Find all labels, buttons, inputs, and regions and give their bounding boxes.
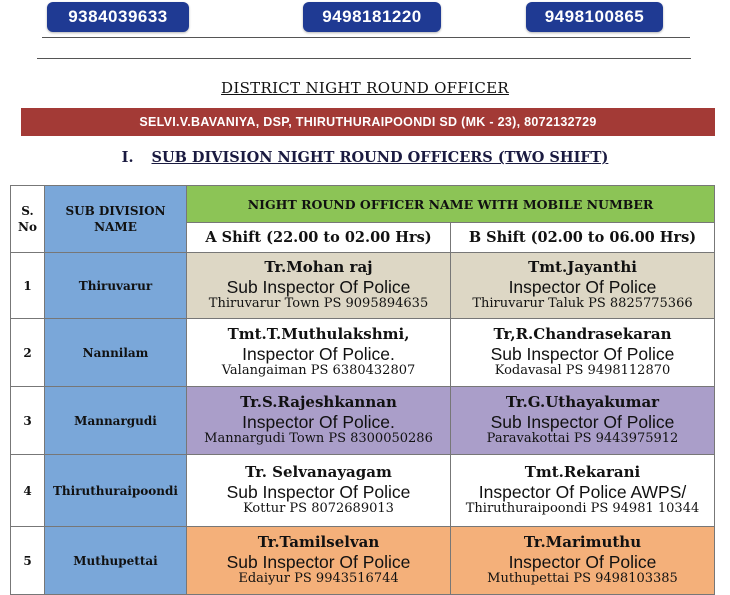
section-number: I. xyxy=(121,149,134,166)
officer-station: Paravakottai PS 9443975912 xyxy=(486,430,679,446)
phone-number-badge: 9498100865 xyxy=(526,2,663,32)
officer-rank: Inspector Of Police. xyxy=(242,411,395,432)
row-sno: 4 xyxy=(11,455,45,527)
officer-rank: Sub Inspector Of Police xyxy=(490,411,675,432)
shift-b-officer xyxy=(451,455,715,527)
section-title xyxy=(0,149,730,166)
row-sub-division: Thiruvarur xyxy=(45,253,187,319)
header-shift-b: B Shift (02.00 to 06.00 Hrs) xyxy=(451,223,715,253)
officer-rank: Inspector Of Police xyxy=(508,276,657,297)
row-sno: 2 xyxy=(11,319,45,387)
officer-rank: Sub Inspector Of Police xyxy=(226,481,411,502)
shift-a-officer xyxy=(187,253,451,319)
table-row xyxy=(11,253,715,319)
row-sub-division: Mannargudi xyxy=(45,387,187,455)
table-row xyxy=(11,319,715,387)
officer-name: Tr. Selvanayagam xyxy=(245,463,392,482)
officer-name: Tmt.Jayanthi xyxy=(528,258,637,277)
officer-rank: Sub Inspector Of Police xyxy=(226,551,411,572)
officer-rank: Inspector Of Police xyxy=(508,551,657,572)
shift-a-officer xyxy=(187,455,451,527)
officer-name: Tmt.Rekarani xyxy=(524,463,641,482)
night-round-table xyxy=(10,185,715,595)
officer-station: Edaiyur PS 9943516744 xyxy=(238,570,399,586)
shift-a-officer xyxy=(187,319,451,387)
row-sno: 3 xyxy=(11,387,45,455)
officer-rank: Inspector Of Police AWPS/ xyxy=(478,481,687,502)
header-night-round: NIGHT ROUND OFFICER NAME WITH MOBILE NUMBER xyxy=(187,186,715,223)
shift-a-officer xyxy=(187,387,451,455)
officer-name: Tr,R.Chandrasekaran xyxy=(493,325,672,344)
table-row xyxy=(11,387,715,455)
phone-number-badge: 9384039633 xyxy=(47,2,189,32)
officer-rank: Inspector Of Police. xyxy=(242,343,395,364)
officer-rank: Sub Inspector Of Police xyxy=(490,343,675,364)
officer-station: Valangaiman PS 6380432807 xyxy=(221,362,416,378)
header-sno: S. No xyxy=(11,186,45,253)
officer-name: Tr.Mohan raj xyxy=(264,258,373,277)
officer-station: Muthupettai PS 9498103385 xyxy=(487,570,678,586)
officer-name: Tmt.T.Muthulakshmi, xyxy=(227,325,410,344)
officer-station: Mannargudi Town PS 8300050286 xyxy=(204,430,433,446)
district-officer-banner: SELVI.V.BAVANIYA, DSP, THIRUTHURAIPOONDI SD (MK - 23), 8072132729 xyxy=(21,108,715,136)
row-sub-division: Thiruthuraipoondi xyxy=(45,455,187,527)
table-row xyxy=(11,455,715,527)
row-sub-division: Muthupettai xyxy=(45,527,187,595)
header-sub-division: SUB DIVISION NAME xyxy=(45,186,187,253)
officer-station: Thiruvarur Town PS 9095894635 xyxy=(208,295,429,311)
officer-station: Kodavasal PS 9498112870 xyxy=(494,362,671,378)
row-sno: 5 xyxy=(11,527,45,595)
officer-name: Tr.Tamilselvan xyxy=(257,533,380,552)
shift-b-officer xyxy=(451,253,715,319)
divider xyxy=(42,37,690,38)
shift-b-officer xyxy=(451,387,715,455)
table-row xyxy=(11,527,715,595)
shift-b-officer xyxy=(451,319,715,387)
phone-number-badge: 9498181220 xyxy=(303,2,441,32)
shift-b-officer xyxy=(451,527,715,595)
header-shift-a: A Shift (22.00 to 02.00 Hrs) xyxy=(187,223,451,253)
section-title-text: SUB DIVISION NIGHT ROUND OFFICERS (TWO SHIFT) xyxy=(151,149,609,166)
table-header-row xyxy=(11,186,715,223)
officer-station: Thiruvarur Taluk PS 8825775366 xyxy=(472,295,693,311)
officer-station: Thiruthuraipoondi PS 94981 10344 xyxy=(465,500,700,516)
row-sno: 1 xyxy=(11,253,45,319)
officer-rank: Sub Inspector Of Police xyxy=(226,276,411,297)
officer-station: Kottur PS 8072689013 xyxy=(243,500,394,516)
district-title: DISTRICT NIGHT ROUND OFFICER xyxy=(221,79,509,97)
divider xyxy=(37,58,691,59)
row-sub-division: Nannilam xyxy=(45,319,187,387)
shift-a-officer xyxy=(187,527,451,595)
officer-name: Tr.G.Uthayakumar xyxy=(505,393,660,412)
officer-name: Tr.Marimuthu xyxy=(523,533,642,552)
officer-name: Tr.S.Rajeshkannan xyxy=(240,393,397,412)
